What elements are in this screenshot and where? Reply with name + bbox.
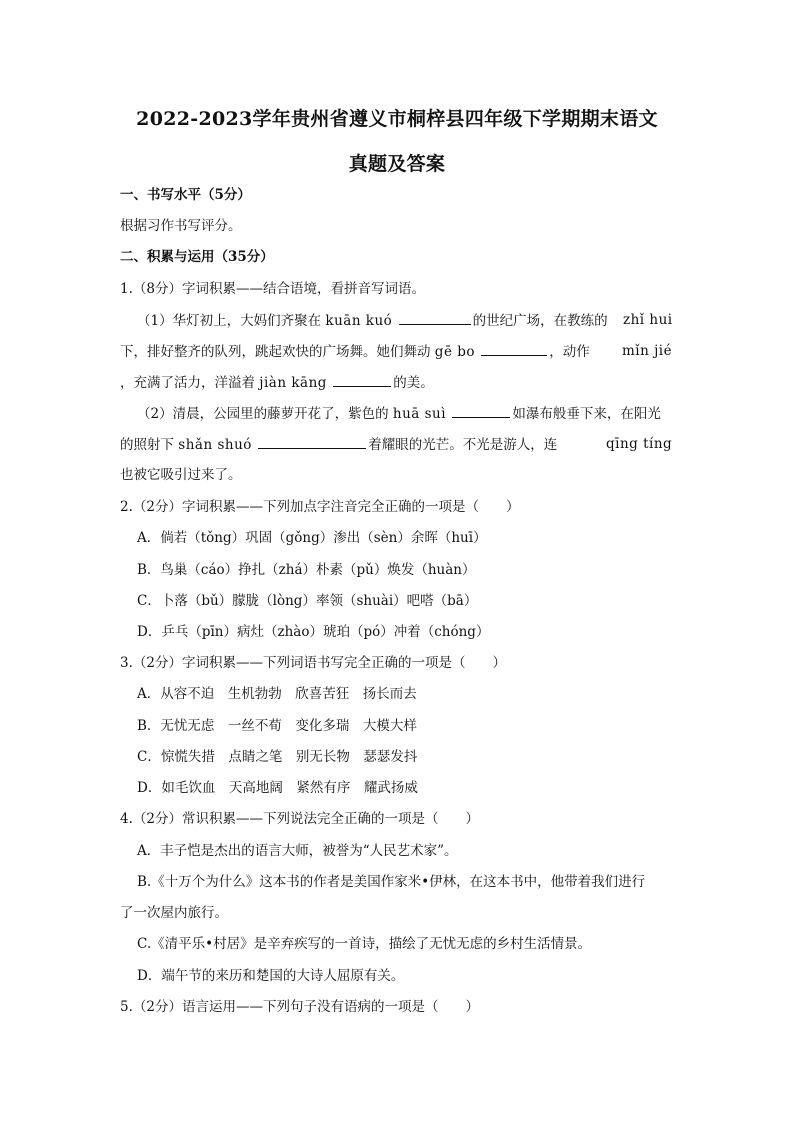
q1-text: ，动作: [549, 344, 590, 360]
q1-line6: 也被它吸引过来了。: [120, 467, 242, 483]
q2-option-b: B．鸟巢（cáo）挣扎（zhá）朴素（pǔ）焕发（huàn）: [137, 562, 476, 578]
q1-text: ，充满了活力，洋溢着: [120, 375, 255, 391]
q3-option-b: B．无忧无虑 一丝不荀 变化多瑞 大模大样: [137, 718, 417, 734]
q3-option-d: D．如毛饮血 天高地阔 紧然有序 耀武扬威: [137, 780, 418, 796]
q3-option-c: C．惊慌失措 点睛之笔 别无长物 瑟瑟发抖: [137, 749, 418, 765]
q1-line5: [120, 434, 557, 455]
pinyin-jiankang: jiàn kāng: [259, 375, 327, 391]
q1-text: 如瀑布般垂下来，在阳光: [512, 406, 661, 422]
q1-line4: [137, 403, 661, 424]
pinyin-zhihui: zhǐ hui: [623, 312, 673, 328]
q1-line1: [137, 310, 677, 331]
section2-heading: 二、积累与运用（35分）: [120, 249, 274, 265]
q3-stem: 3.（2分）字词积累——下列词语书写完全正确的一项是（ ）: [120, 655, 506, 671]
pinyin-huasui: huā suì: [392, 406, 447, 422]
q4-option-a: A．丰子恺是杰出的语言大师，被誉为“人民艺术家”。: [137, 843, 458, 859]
answer-blank-huasui[interactable]: [452, 403, 510, 418]
answer-blank-shanshuo[interactable]: [258, 434, 366, 449]
section1-heading: 一、书写水平（5分）: [120, 187, 251, 203]
q5-stem: 5.（2分）语言运用——下列句子没有语病的一项是（ ）: [120, 999, 479, 1015]
answer-blank-jiankang[interactable]: [333, 372, 391, 387]
q4-option-d: D．端午节的来历和楚国的大诗人屈原有关。: [137, 968, 405, 984]
q1-text: 着耀眼的光芒。不光是游人，连: [368, 437, 558, 453]
q2-option-c: C．卜落（bǔ）朦胧（lòng）率领（shuài）吧嗒（bā）: [137, 593, 478, 609]
q3-option-a: A．从容不迫 生机勃勃 欣喜苦狂 扬长而去: [137, 686, 417, 702]
q2-option-a: A．倘若（tǒng）巩固（gǒng）渗出（sèn）余晖（huī）: [137, 530, 487, 546]
pinyin-minjie: mǐn jié: [622, 343, 673, 359]
q1-text: （2）清晨，公园里的藤萝开花了，紫色的: [137, 406, 389, 422]
q1-text: 的世纪广场，在教练的: [472, 313, 608, 329]
q4-option-b-line2: 了一次屋内旅行。: [120, 905, 228, 921]
q1-stem: 1.（8分）字词积累——结合语境，看拼音写词语。: [120, 281, 425, 297]
pinyin-kuankuo: kuān kuó: [325, 313, 393, 329]
q1-text: （1）华灯初上，大妈们齐聚在: [137, 313, 322, 329]
q1-line3: [120, 372, 434, 393]
q1-text: 下，排好整齐的队列，跳起欢快的广场舞。她们舞动: [120, 344, 431, 360]
pinyin-qingting: qīng tíng: [606, 436, 673, 452]
q2-option-d: D．乒乓（pīn）病灶（zhào）琥珀（pó）冲着（chóng）: [137, 624, 490, 640]
pinyin-shanshuo: shǎn shuó: [178, 437, 252, 453]
q2-stem: 2.（2分）字词积累——下列加点字注音完全正确的一项是（ ）: [120, 499, 520, 515]
document-title-line1: 2022-2023学年贵州省遵义市桐梓县四年级下学期期末语文: [136, 108, 658, 130]
answer-blank-kuankuo[interactable]: [399, 310, 471, 325]
pinyin-gebo: gē bo: [434, 344, 475, 360]
q1-text: 的照射下: [120, 437, 174, 453]
q1-text: 的美。: [393, 375, 434, 391]
answer-blank-gebo[interactable]: [481, 341, 547, 356]
q4-stem: 4.（2分）常识积累——下列说法完全正确的一项是（ ）: [120, 811, 479, 827]
q4-option-c: C.《清平乐•村居》是辛弃疾写的一首诗，描绘了无忧无虑的乡村生活情景。: [137, 936, 592, 952]
section1-text: 根据习作书写评分。: [120, 218, 242, 234]
q4-option-b-line1: B.《十万个为什么》这本书的作者是美国作家米•伊林，在这本书中，他带着我们进行: [137, 874, 646, 890]
q1-line2: [120, 341, 680, 362]
document-title-line2: 真题及答案: [348, 153, 446, 175]
